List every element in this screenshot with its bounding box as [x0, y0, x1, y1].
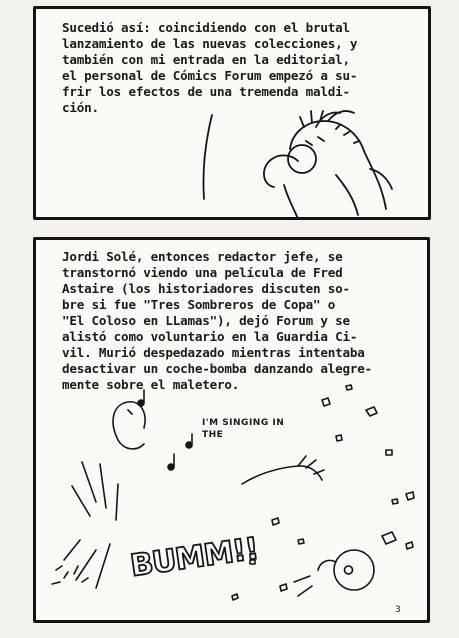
sound-effect: BUMM!! — [128, 531, 261, 584]
panel-2-drawing — [36, 240, 433, 626]
panel-1-caption: Sucedió así: coincidiendo con el brutal lanzamiento de las nuevas colecciones, y también con mi entrada en la editorial, el personal de Cómics Forum empezó a su- frir los efectos de una tremenda maldi- ción. — [62, 20, 358, 115]
page-number: 3 — [395, 605, 401, 615]
comic-panel-2 — [33, 237, 430, 623]
panel-1-drawing — [36, 9, 434, 223]
panel-2-caption: Jordi Solé, entonces redactor jefe, se transtornó viendo una película de Fred Astaire (los historiadores discuten so- bre si fue "Tres Sombreros de Copa" o "El Coloso en LLamas"), dejó Forum y se alistó como voluntario en la Guardia Ci- vil. Murió despedazado mientras intentaba desactivar un coche-bomba danzando alegre- mente sobre el maletero. — [62, 249, 373, 392]
speech-line-2: THE — [202, 430, 224, 440]
speech-line-1: I'M SINGING IN — [202, 418, 285, 428]
comic-panel-1 — [33, 6, 431, 220]
